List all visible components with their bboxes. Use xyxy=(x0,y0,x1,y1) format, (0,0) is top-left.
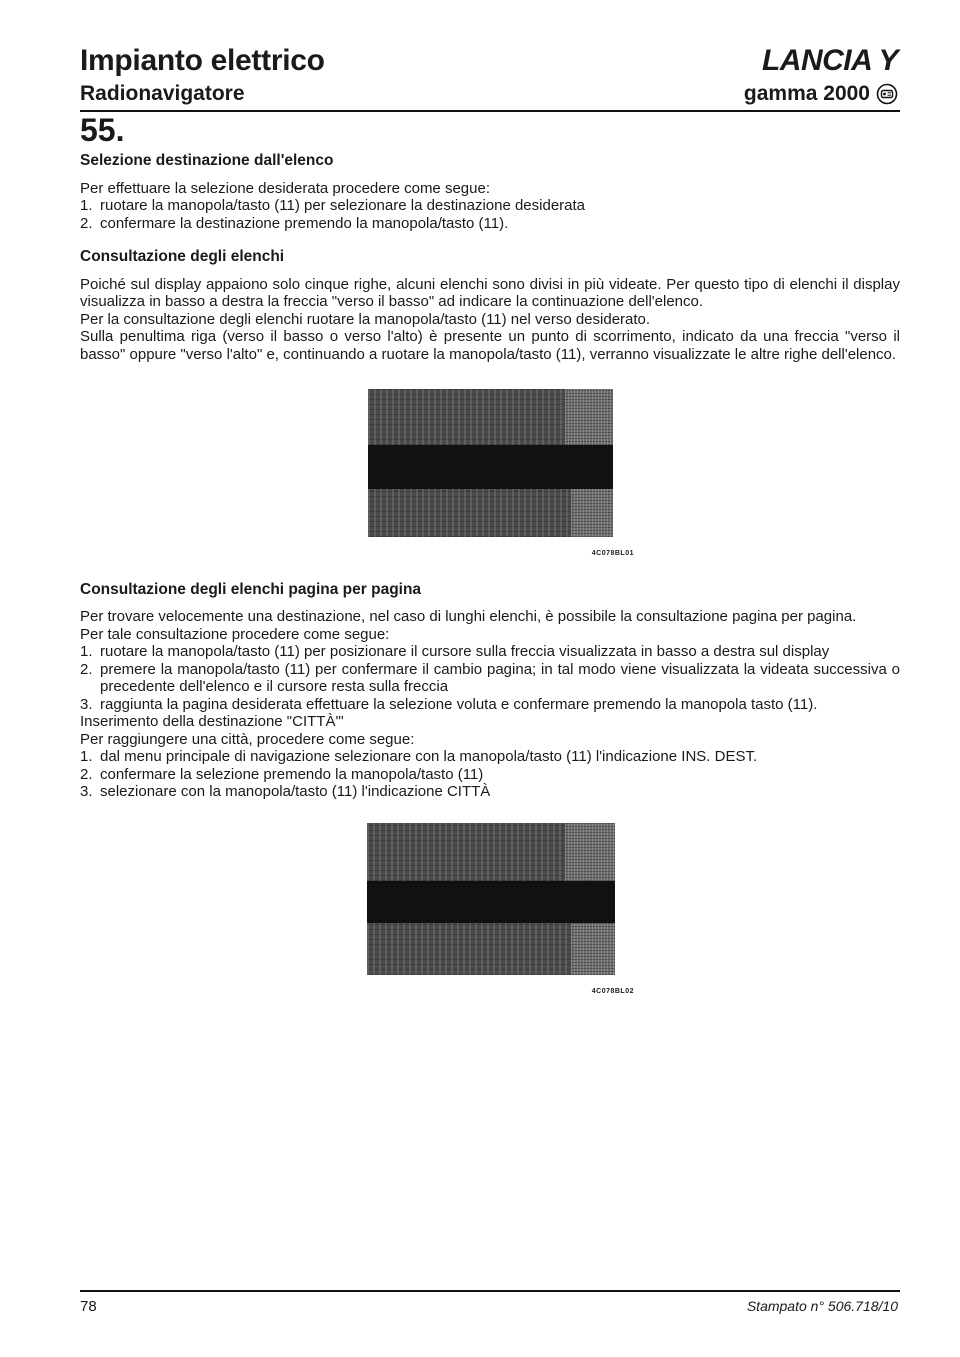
paragraph: Per la consultazione degli elenchi ruotare la manopola/tasto (11) nel verso desiderato. xyxy=(80,310,651,328)
radio-symbol-icon xyxy=(876,83,898,105)
section-selection xyxy=(80,152,900,232)
page-number: 78 xyxy=(80,1298,97,1315)
header-brand: LANCIA Y xyxy=(761,44,898,77)
display-photo-2 xyxy=(367,823,615,975)
printed-reference: Stampato n° 506.718/10 xyxy=(746,1298,898,1314)
figure-2 xyxy=(80,823,900,1001)
section-heading: Consultazione degli elenchi xyxy=(80,248,285,265)
header-subtitle: Radionavigatore xyxy=(80,82,245,105)
step-item: 2. confermare la destinazione premendo la manopola/tasto (11). xyxy=(80,214,509,232)
step-item: 3. raggiunta la pagina desiderata effettuare la selezione voluta e confermare premendo la manopola tasto (11). xyxy=(80,695,818,713)
section-intro: Per effettuare la selezione desiderata procedere come segue: xyxy=(80,179,490,197)
section-heading: Consultazione degli elenchi pagina per pagina xyxy=(80,580,422,598)
page-content xyxy=(80,152,900,1000)
header-title: Impianto elettrico xyxy=(80,44,325,77)
section-page-by-page xyxy=(80,581,900,801)
steps-list xyxy=(80,748,900,801)
figure-1 xyxy=(80,389,900,563)
header-range-label: gamma 2000 xyxy=(743,82,870,105)
paragraph: Per trovare velocemente una destinazione, nel caso di lunghi elenchi, è possibile la consultazione pagina per pagina. xyxy=(80,608,857,625)
header-rule xyxy=(80,110,900,112)
section-heading: Selezione destinazione dall'elenco xyxy=(80,152,334,169)
section-number: 55. xyxy=(80,112,125,148)
steps-list xyxy=(80,643,900,713)
paragraph: Poiché sul display appaiono solo cinque righe, alcuni elenchi sono divisi in più videate. Per questo tipo di elenchi il display visualizza in basso a destra la freccia "verso il basso" ad indicare la continuazione dell'elenco. xyxy=(80,275,900,310)
footer-rule xyxy=(80,1290,900,1292)
section-browse-lists xyxy=(80,248,900,363)
paragraph: Per raggiungere una città, procedere come segue: xyxy=(80,730,415,748)
step-item: 3. selezionare con la manopola/tasto (11) l'indicazione CITTÀ xyxy=(80,783,491,800)
header-range xyxy=(744,82,898,106)
step-item: 1. ruotare la manopola/tasto (11) per selezionare la destinazione desiderata xyxy=(80,197,586,214)
figure-code: 4C078BL02 xyxy=(591,987,634,995)
step-item: 1. ruotare la manopola/tasto (11) per posizionare il cursore sulla freccia visualizzata in basso a destra sul display xyxy=(80,643,830,660)
paragraph: Inserimento della destinazione "CITTÀ'" xyxy=(80,713,344,730)
paragraph: Per tale consultazione procedere come segue: xyxy=(80,625,390,643)
step-item: 2. confermare la selezione premendo la manopola/tasto (11) xyxy=(80,765,484,783)
paragraph: Sulla penultima riga (verso il basso o verso l'alto) è presente un punto di scorrimento, indicato da una freccia "verso il basso" oppure "verso l'alto" e, continuando a ruotare la manopola/tasto (11), verranno visualizzate le altre righe dell'elenco. xyxy=(80,328,900,363)
step-item: 1. dal menu principale di navigazione selezionare con la manopola/tasto (11) l'indicazione INS. DEST. xyxy=(80,748,758,765)
steps-list xyxy=(80,197,900,232)
figure-code: 4C078BL01 xyxy=(591,550,634,557)
display-photo-1 xyxy=(368,389,613,537)
step-item: 2. premere la manopola/tasto (11) per confermare il cambio pagina; in tal modo viene visualizzata la videata successiva o precedente dell'elenco e il cursore resta sulla freccia xyxy=(80,660,900,695)
